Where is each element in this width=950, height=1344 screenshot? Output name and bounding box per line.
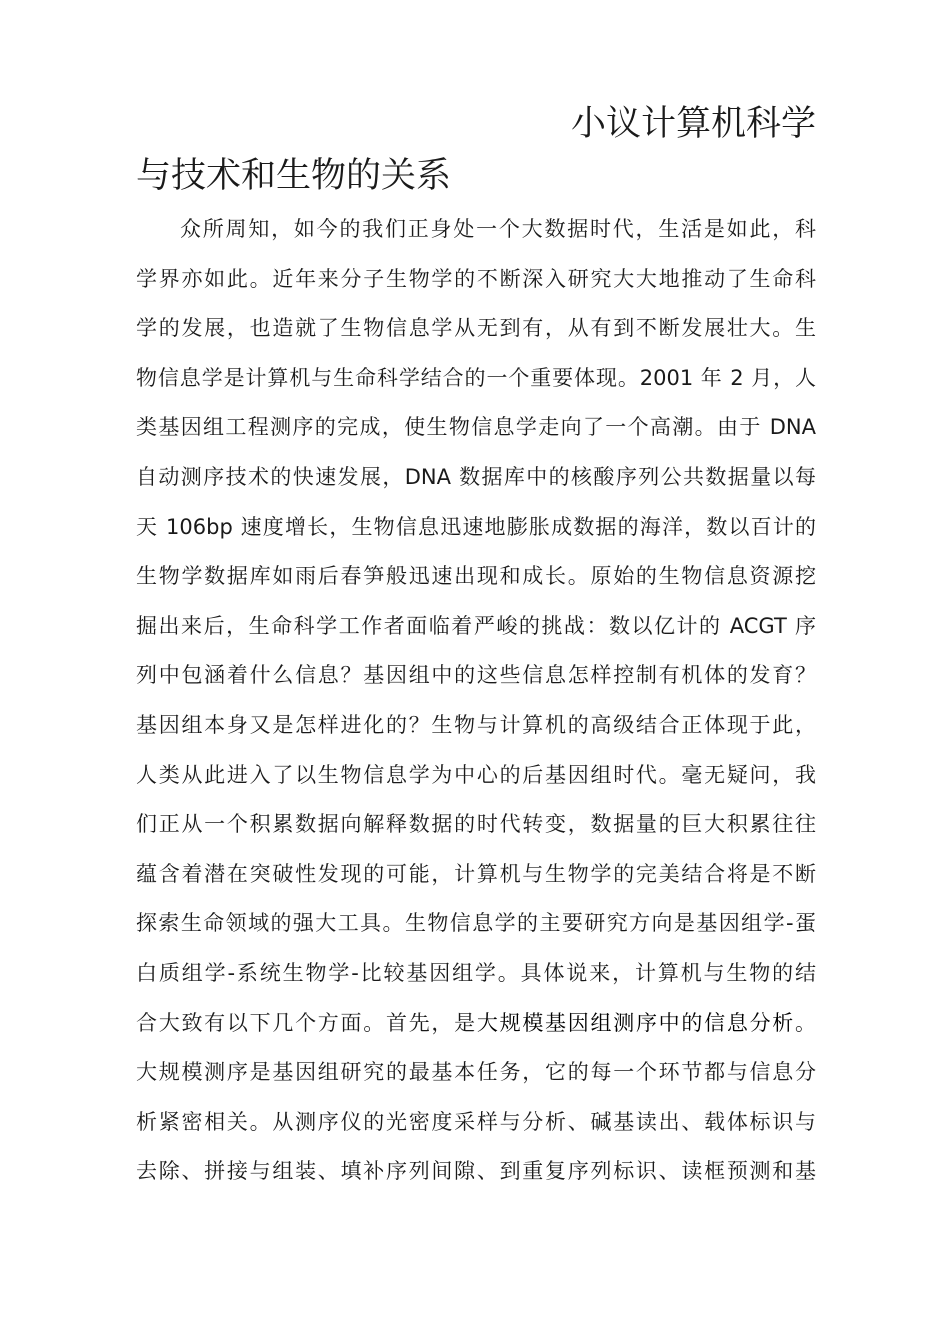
body-line: 天 106bp 速度增长，生物信息迅速地膨胀成数据的海洋，数以百计的 (136, 514, 816, 539)
body-line: 基因组本身又是怎样进化的？生物与计算机的高级结合正体现于此， (136, 712, 816, 737)
body-line: 学界亦如此。近年来分子生物学的不断深入研究大大地推动了生命科 (136, 266, 816, 291)
body-line: 自动测序技术的快速发展，DNA 数据库中的核酸序列公共数据量以每 (136, 464, 816, 489)
body-line-suffix: 。 (795, 1010, 817, 1035)
body-line: 白质组学-系统生物学-比较基因组学。具体说来，计算机与生物的结 (136, 960, 816, 985)
document-title-line-1: 小议计算机科学 (570, 104, 816, 144)
document-title-line-2: 与技术和生物的关系 (136, 156, 452, 196)
body-line: 大规模测序是基因组研究的最基本任务，它的每一个环节都与信息分 (136, 1060, 816, 1085)
body-line: 蕴含着潜在突破性发现的可能，计算机与生物学的完美结合将是不断 (136, 861, 816, 886)
body-line: 去除、拼接与组装、填补序列间隙、到重复序列标识、读框预测和基 (136, 1159, 816, 1184)
body-line: 探索生命领域的强大工具。生物信息学的主要研究方向是基因组学-蛋 (136, 911, 816, 936)
body-line: 们正从一个积累数据向解释数据的时代转变，数据量的巨大积累往往 (136, 812, 816, 837)
body-line: 物信息学是计算机与生命科学结合的一个重要体现。2001 年 2 月，人 (136, 365, 816, 390)
body-line: 生物学数据库如雨后春笋般迅速出现和成长。原始的生物信息资源挖 (136, 564, 816, 589)
body-line: 析紧密相关。从测序仪的光密度采样与分析、碱基读出、载体标识与 (136, 1109, 816, 1134)
body-line-prefix: 合大致有以下几个方面。首先，是 (136, 1010, 477, 1035)
body-line-with-emphasis (136, 999, 816, 1049)
body-paragraph (136, 205, 816, 1197)
body-line: 列中包涵着什么信息？基因组中的这些信息怎样控制有机体的发育？ (136, 663, 816, 688)
body-line: 人类从此进入了以生物信息学为中心的后基因组时代。毫无疑问，我 (136, 762, 816, 787)
emphasized-phrase: 大规模基因组测序中的信息分析 (476, 1010, 796, 1035)
body-line: 众所周知，如今的我们正身处一个大数据时代，生活是如此，科 (180, 217, 816, 241)
body-line: 学的发展，也造就了生物信息学从无到有，从有到不断发展壮大。生 (136, 316, 816, 341)
body-line: 类基因组工程测序的完成，使生物信息学走向了一个高潮。由于 DNA (136, 415, 816, 440)
body-line: 掘出来后，生命科学工作者面临着严峻的挑战：数以亿计的 ACGT 序 (136, 613, 816, 638)
